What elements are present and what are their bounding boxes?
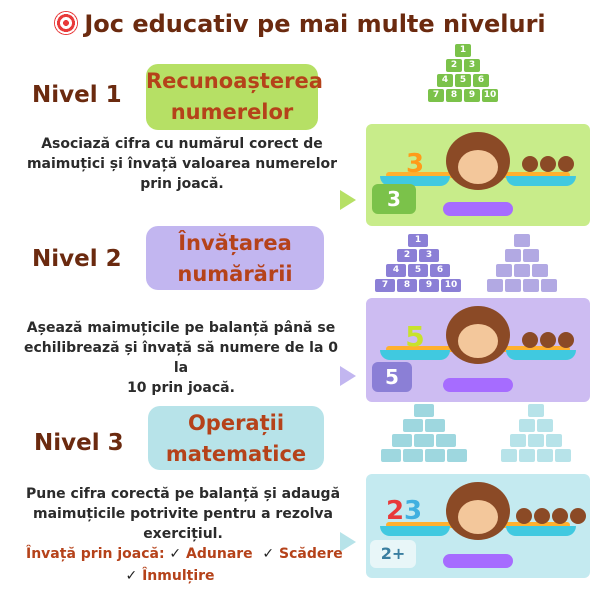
level-3-desc-line: Pune cifra corectă pe balanță și adaugă [25, 486, 341, 502]
answer-card: 3 [372, 184, 416, 214]
monkey-tile [505, 279, 521, 292]
small-monkey-icon [516, 508, 532, 524]
learn-through-play-line-2 [0, 568, 340, 584]
level-3-description [18, 484, 348, 544]
pyramid-tile: 8 [397, 279, 417, 292]
level-3-pill-line-2: matematice [165, 442, 307, 466]
number-card-red: 2 [386, 496, 405, 526]
monkey-tile [532, 264, 548, 277]
monkey-icon [446, 306, 510, 364]
pyramid-tile: 4 [437, 74, 453, 87]
small-monkey-icon [534, 508, 550, 524]
operation-add: Adunare [186, 546, 253, 562]
operation-multiply: Înmulțire [142, 568, 215, 584]
level-1-game-panel [366, 124, 590, 226]
level-1-card-pyramid [408, 44, 518, 104]
level-1-desc-line: prin joacă. [140, 176, 224, 192]
level-2-desc-line: Așează maimuțicile pe balanță până se [26, 320, 336, 336]
pyramid-tile: 7 [375, 279, 395, 292]
small-monkey-icon [540, 332, 556, 348]
monkey-face [458, 500, 498, 534]
monkey-tile [514, 234, 530, 247]
small-monkey-icon [558, 156, 574, 172]
pyramid-tile [425, 419, 445, 432]
level-1-desc-line: maimuțici și învață valoarea numerelor [26, 156, 338, 172]
target-icon [54, 11, 78, 35]
level-2-monkey-pyramid [470, 234, 574, 294]
scale-base [443, 554, 513, 568]
number-card: 5 [405, 320, 425, 353]
small-monkey-icon [522, 332, 538, 348]
pyramid-tile: 3 [419, 249, 439, 262]
number-card-blue: 3 [404, 496, 423, 526]
learn-lead: Învață prin joacă: [26, 546, 165, 562]
monkey-tile [519, 419, 535, 432]
small-monkey-icon [570, 508, 586, 524]
scale-pan-right [506, 176, 576, 186]
pyramid-tile [436, 434, 456, 447]
check-icon: ✓ [262, 546, 275, 562]
pyramid-tile: 1 [455, 44, 471, 57]
monkey-icon [446, 132, 510, 190]
pyramid-tile: 10 [483, 90, 497, 100]
monkey-tile [555, 449, 571, 462]
small-monkey-icon [558, 332, 574, 348]
small-monkey-icon [552, 508, 568, 524]
level-3-game-panel [366, 474, 590, 578]
pyramid-tile [447, 449, 467, 462]
pyramid-tile: 8 [446, 89, 462, 102]
level-1-pill-line-2: numerelor [170, 100, 294, 124]
learn-through-play [26, 546, 356, 562]
monkey-tile [528, 404, 544, 417]
pyramid-tile: 7 [428, 89, 444, 102]
level-2-arrow-icon [340, 366, 356, 386]
monkey-tile [487, 279, 503, 292]
level-2-pill [146, 226, 324, 290]
level-2-desc-line: 10 prin joacă. [127, 380, 235, 396]
pyramid-tile: 2 [446, 59, 462, 72]
level-3-card-pyramid [370, 404, 478, 464]
monkey-tile [519, 449, 535, 462]
monkey-face [458, 324, 498, 358]
pyramid-tile [392, 434, 412, 447]
scale-base [443, 202, 513, 216]
monkey-tile [537, 419, 553, 432]
level-3-monkey-pyramid [480, 404, 592, 464]
level-2-label: Nivel 2 [32, 246, 122, 272]
monkey-tile [528, 434, 544, 447]
level-3-pill [148, 406, 324, 470]
level-1-description [22, 134, 342, 194]
monkey-tile [505, 249, 521, 262]
level-2-game-panel [366, 298, 590, 402]
pyramid-tile [403, 449, 423, 462]
level-3-desc-line: exercițiul. [143, 526, 223, 542]
pyramid-tile: 5 [455, 74, 471, 87]
level-3-desc-line: maimuțicile potrivite pentru a rezolva [33, 506, 333, 522]
monkey-tile [496, 264, 512, 277]
level-1-arrow-icon [340, 190, 356, 210]
scale-base [443, 378, 513, 392]
level-2-pill-line-1: Învățarea [178, 231, 292, 255]
level-3-pill-line-1: Operații [187, 411, 285, 435]
level-1-pill [146, 64, 323, 130]
level-1-label: Nivel 1 [32, 82, 122, 108]
monkey-icon [446, 482, 510, 540]
pyramid-tile: 9 [464, 89, 480, 102]
level-3-label: Nivel 3 [34, 430, 124, 456]
pyramid-tile: 2 [397, 249, 417, 262]
pyramid-tile [403, 419, 423, 432]
pyramid-tile: 6 [473, 74, 489, 87]
number-card: 3 [405, 149, 425, 179]
pyramid-tile: 3 [464, 59, 480, 72]
level-1-desc-line: Asociază cifra cu numărul corect de [41, 136, 323, 152]
title-text: Joc educativ pe mai multe niveluri [84, 10, 546, 38]
monkey-tile [537, 449, 553, 462]
pyramid-tile [414, 434, 434, 447]
level-1-pill-line-1: Recunoașterea [146, 69, 323, 93]
monkey-tile [546, 434, 562, 447]
pyramid-tile: 10 [441, 279, 461, 292]
pyramid-tile: 4 [386, 264, 406, 277]
answer-card: 5 [372, 362, 412, 392]
scale-pan-left [380, 526, 450, 536]
pyramid-tile [381, 449, 401, 462]
monkey-face [458, 150, 498, 184]
pyramid-tile [425, 449, 445, 462]
page-title [0, 10, 600, 38]
pyramid-tile [414, 404, 434, 417]
small-monkey-icon [522, 156, 538, 172]
monkey-tile [514, 264, 530, 277]
pyramid-tile: 6 [430, 264, 450, 277]
scale-pan-right [506, 526, 576, 536]
monkey-tile [523, 279, 539, 292]
pyramid-tile: 1 [408, 234, 428, 247]
operation-subtract: Scădere [279, 546, 343, 562]
pyramid-tile: 9 [419, 279, 439, 292]
answer-card: 2+ [370, 540, 416, 568]
monkey-tile [523, 249, 539, 262]
monkey-tile [541, 279, 557, 292]
monkey-tile [501, 449, 517, 462]
check-icon: ✓ [169, 546, 182, 562]
level-2-pill-line-2: numărării [177, 262, 293, 286]
monkey-tile [510, 434, 526, 447]
pyramid-tile: 5 [408, 264, 428, 277]
level-2-card-pyramid [372, 234, 464, 294]
check-icon: ✓ [125, 568, 138, 584]
level-2-desc-line: echilibrează și învață să numere de la 0 la [23, 340, 339, 376]
level-2-description [18, 318, 344, 398]
small-monkey-icon [540, 156, 556, 172]
scale-pan-right [506, 350, 576, 360]
